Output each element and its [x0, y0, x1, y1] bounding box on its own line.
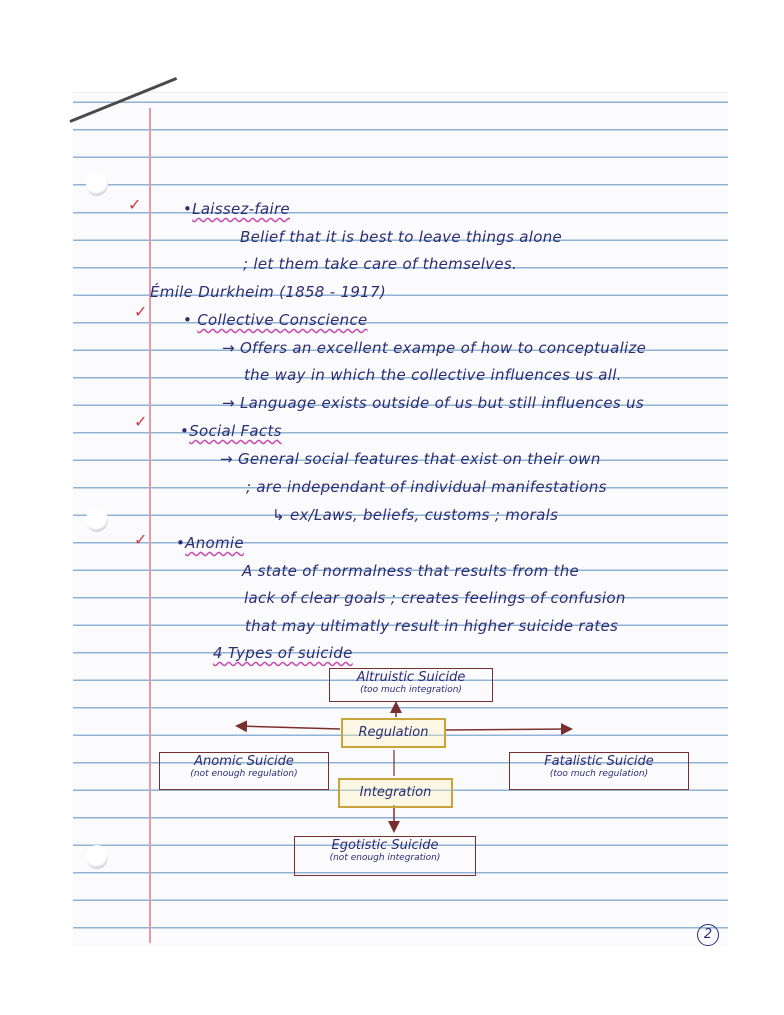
collective-point1b: the way in which the collective influences us all. — [244, 366, 622, 384]
return-arrow-icon: ↳ — [272, 506, 285, 524]
check-mark-icon: ✓ — [128, 195, 142, 214]
types-heading: 4 Types of suicide — [213, 644, 353, 662]
durkheim-heading: Émile Durkheim (1858 - 1917) — [150, 283, 387, 301]
collective-point2: → Language exists outside of us but still influences us — [222, 394, 644, 412]
laissez-faire-heading: •Laissez-faire — [183, 200, 290, 218]
check-mark-icon: ✓ — [134, 530, 148, 549]
arrow-right-icon: → — [222, 339, 235, 357]
anomie-line3: that may ultimatly result in higher suicide rates — [245, 617, 619, 635]
altruistic-suicide-box: Altruistic Suicide (too much integration) — [329, 668, 493, 702]
collective-point1a: → Offers an excellent exampe of how to conceptualize — [222, 339, 647, 357]
anomie-heading: •Anomie — [176, 534, 244, 552]
check-mark-icon: ✓ — [134, 302, 148, 321]
regulation-box: Regulation — [341, 718, 446, 748]
integration-box: Integration — [338, 778, 453, 808]
arrow-right-icon: → — [222, 394, 235, 412]
social-facts-point2: ↳ ex/Laws, beliefs, customs ; morals — [272, 506, 559, 524]
page-number: 2 — [697, 924, 719, 946]
social-facts-heading: •Social Facts — [180, 422, 282, 440]
check-mark-icon: ✓ — [134, 412, 148, 431]
social-facts-point1a: → General social features that exist on their own — [220, 450, 601, 468]
collective-heading: • Collective Conscience — [183, 311, 368, 329]
laissez-faire-line1: Belief that it is best to leave things alone — [240, 228, 563, 246]
arrow-right-icon: → — [220, 450, 233, 468]
anomie-line2: lack of clear goals ; creates feelings of confusion — [244, 589, 626, 607]
social-facts-point1b: ; are independant of individual manifestations — [246, 478, 607, 496]
anomie-line1: A state of normalness that results from the — [242, 562, 580, 580]
laissez-faire-line2: ; let them take care of themselves. — [243, 255, 518, 273]
anomic-suicide-box: Anomic Suicide (not enough regulation) — [159, 752, 329, 790]
fatalistic-suicide-box: Fatalistic Suicide (too much regulation) — [509, 752, 689, 790]
egotistic-suicide-box: Egotistic Suicide (not enough integration) — [294, 836, 476, 876]
